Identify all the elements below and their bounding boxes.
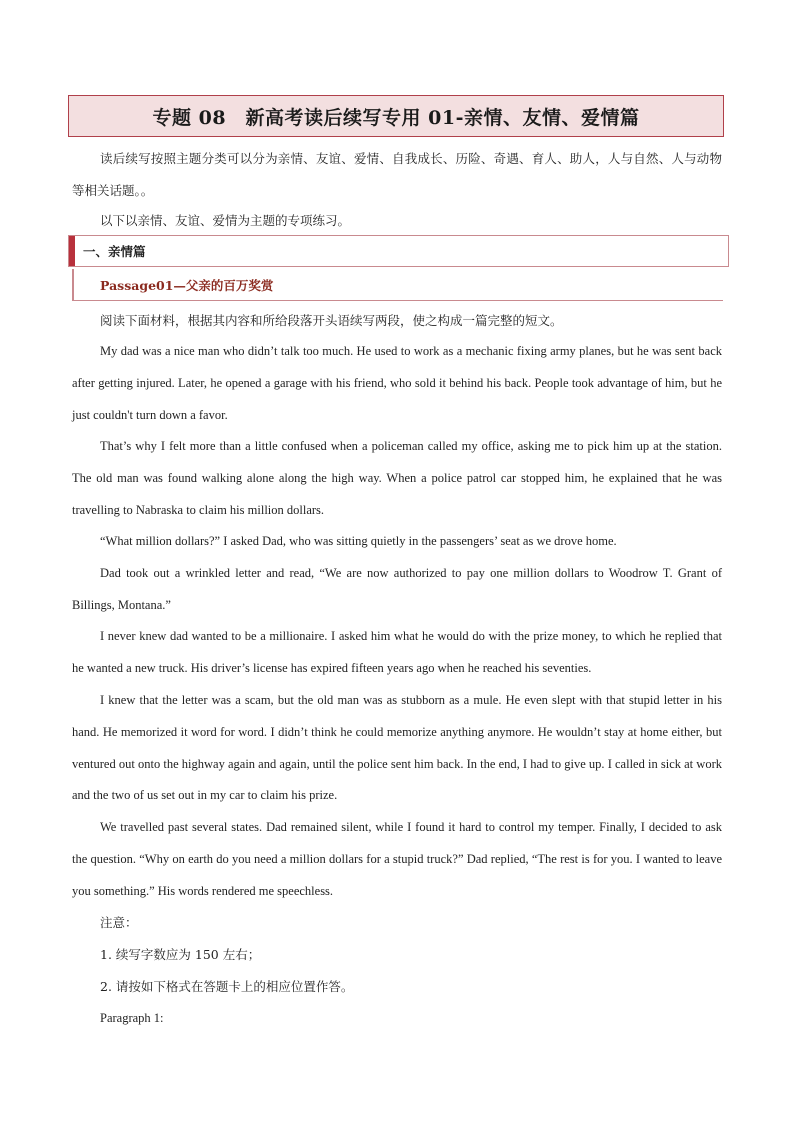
passage-instruction: 阅读下面材料，根据其内容和所给段落开头语续写两段，使之构成一篇完整的短文。 xyxy=(100,313,563,328)
passage-paragraph-5: I never knew dad wanted to be a millionaire. I asked him what he would do with the prize money, to which he replied that he wanted a new truck. His driver’s license has expired fifteen years ago when he reached his seventies. xyxy=(72,629,722,675)
section-accent-bar xyxy=(69,236,75,266)
passage-paragraph-4: Dad took out a wrinkled letter and read, “We are now authorized to pay one million dollars to Woodrow T. Grant of Billings, Montana.” xyxy=(72,566,722,612)
passage-paragraph-2: That’s why I felt more than a little confused when a policeman called my office, asking me to pick him up at the station. The old man was found walking alone along the high way. When a police patrol car stopped him, he explained that he was travelling to Nabraska to claim his million dollars. xyxy=(72,439,722,517)
paragraph-1-label: Paragraph 1: xyxy=(100,1011,164,1025)
intro-paragraph-1: 读后续写按照主题分类可以分为亲情、友谊、爱情、自我成长、历险、奇遇、育人、助人，人与自然、人与动物等相关话题。。 xyxy=(72,151,722,198)
passage-title: Passage01—父亲的百万奖赏 xyxy=(72,269,723,301)
passage-paragraph-3: “What million dollars?” I asked Dad, who was sitting quietly in the passengers’ seat as we drove home. xyxy=(100,534,617,548)
page-title: 专题 08 新高考读后续写专用 01-亲情、友情、爱情篇 xyxy=(68,95,724,137)
passage-paragraph-7: We travelled past several states. Dad remained silent, while I found it hard to control my temper. Finally, I decided to ask the question. “Why on earth do you need a million dollars for a stupid truck?” Dad replied, “The rest is for you. I wanted to leave you something.” His words rendered me speechless. xyxy=(72,820,722,898)
passage-paragraph-6: I knew that the letter was a scam, but the old man was as stubborn as a mule. He even slept with that stupid letter in his hand. He memorized it word for word. I didn’t think he could memorize anything anymore. He wouldn’t stay at home either, but ventured out onto the highway again and again, until the police sent him back. In the end, I had to give up. I called in sick at work and the two of us set out in my car to claim his prize. xyxy=(72,693,722,803)
section-header-family xyxy=(68,235,729,267)
intro-paragraph-2: 以下以亲情、友谊、爱情为主题的专项练习。 xyxy=(100,213,351,228)
section-label: 一、亲情篇 xyxy=(83,244,146,259)
passage-paragraph-1: My dad was a nice man who didn’t talk too much. He used to work as a mechanic fixing army planes, but he was sent back after getting injured. Later, he opened a garage with his friend, who sold it behind his back. People took advantage of him, but he just couldn't turn down a favor. xyxy=(72,344,722,422)
notes-item-2: 2. 请按如下格式在答题卡上的相应位置作答。 xyxy=(100,979,354,994)
notes-heading: 注意： xyxy=(100,915,138,930)
notes-item-1: 1. 续写字数应为 150 左右； xyxy=(100,947,261,962)
